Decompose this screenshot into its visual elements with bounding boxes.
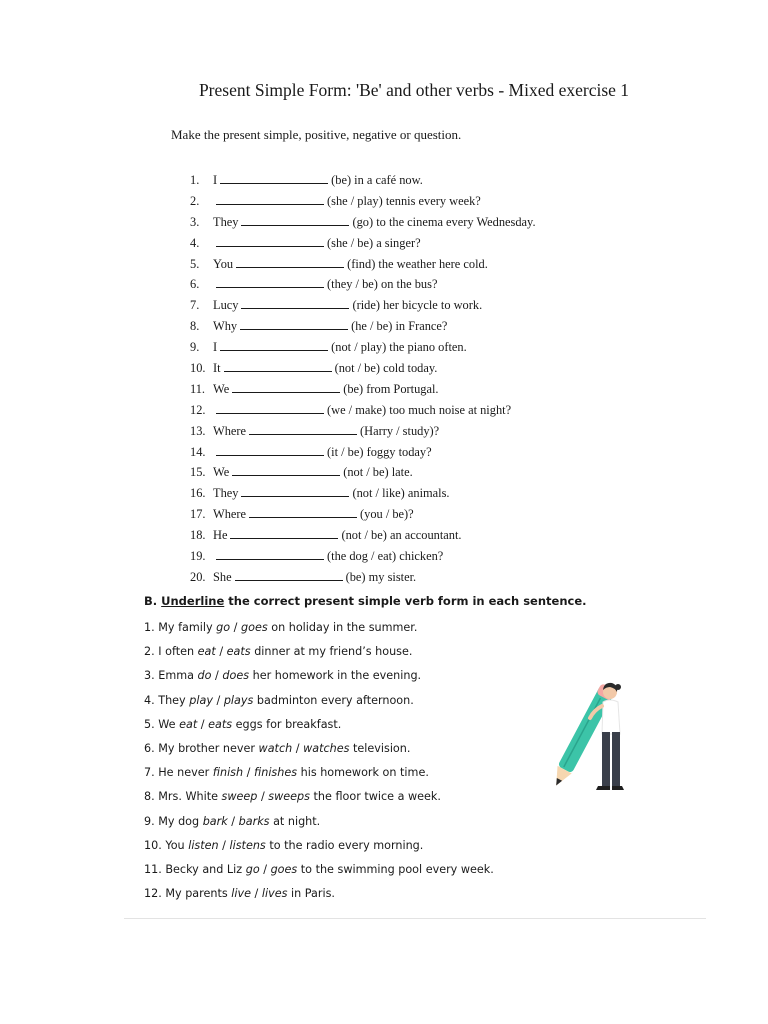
item-prompt: (it / be) foggy today? (327, 444, 432, 459)
answer-blank[interactable] (216, 548, 324, 560)
footer-divider (124, 918, 706, 919)
item-number: 1. (144, 621, 155, 634)
item-subject: Where (213, 423, 247, 438)
item-prompt: (be) from Portugal. (343, 381, 439, 396)
verb-option[interactable]: go (245, 862, 260, 876)
item-number: 19. (190, 549, 206, 564)
item-prompt: (Harry / study)? (360, 423, 440, 438)
sentence-end: the floor twice a week. (313, 790, 441, 804)
answer-blank[interactable] (236, 256, 344, 268)
item-subject: I (213, 173, 218, 187)
item-prompt: (ride) her bicycle to work. (352, 298, 483, 313)
exercise-b-item: 12. My parents live / lives in Paris. (144, 887, 335, 901)
item-number: 18. (190, 528, 206, 543)
sentence-start: He never (158, 766, 210, 780)
item-number: 7. (144, 766, 155, 780)
verb-option[interactable]: eats (208, 717, 233, 731)
item-number: 11. (144, 862, 162, 876)
item-subject: Why (213, 319, 238, 334)
item-subject: We (213, 381, 230, 396)
item-prompt: (not / like) animals. (352, 486, 450, 501)
sentence-end: television. (353, 741, 411, 755)
sentence-start: I often (158, 645, 195, 659)
exercise-a-item (190, 567, 536, 588)
verb-option[interactable]: listen (188, 838, 219, 852)
item-subject: Lucy (213, 298, 239, 313)
item-number: 13. (190, 423, 206, 438)
exercise-a-item (190, 462, 536, 483)
sentence-end: to the swimming pool every week. (300, 862, 494, 876)
exercise-b-item: 3. Emma do / does her homework in the evening. (144, 669, 422, 683)
item-number: 4. (190, 235, 200, 250)
answer-blank[interactable] (216, 402, 324, 414)
answer-blank[interactable] (230, 527, 338, 539)
sentence-end: at night. (273, 814, 321, 828)
sentence-end: eggs for breakfast. (235, 717, 342, 731)
verb-option[interactable]: does (222, 669, 250, 683)
exercise-a-item (190, 274, 536, 295)
answer-blank[interactable] (241, 485, 349, 497)
item-number: 5. (144, 717, 155, 731)
instruction: Make the present simple, positive, negative or question. (171, 127, 462, 142)
exercise-b-item: 2. I often eat / eats dinner at my friend’s house. (144, 645, 413, 659)
item-subject: They (213, 486, 239, 501)
item-subject: I (213, 340, 218, 355)
sentence-start: You (165, 838, 185, 852)
section-b-underlined: Underline (161, 594, 225, 608)
section-b-rest: the correct present simple verb form in each sentence. (228, 594, 587, 608)
item-prompt: (be) in a café now. (331, 173, 423, 187)
item-subject: Where (213, 507, 247, 522)
sentence-start: My family (158, 621, 213, 634)
section-b-prefix: B. (144, 594, 158, 608)
exercise-a-item (190, 316, 536, 337)
exercise-a-item (190, 358, 536, 379)
exercise-a-item (190, 254, 536, 275)
item-prompt: (be) my sister. (345, 569, 417, 584)
answer-blank[interactable] (241, 214, 349, 226)
exercise-a-item (190, 504, 536, 525)
sentence-start: My dog (158, 814, 200, 828)
item-number: 6. (190, 277, 200, 292)
item-number: 9. (144, 814, 155, 828)
exercise-b-item: 1. My family go / goes on holiday in the summer. (144, 621, 418, 634)
verb-option[interactable]: lives (261, 887, 288, 901)
answer-blank[interactable] (220, 172, 328, 184)
item-number: 3. (144, 669, 155, 683)
item-prompt: (she / be) a singer? (327, 235, 421, 250)
exercise-b-item: 4. They play / plays badminton every afternoon. (144, 693, 414, 707)
item-number: 7. (190, 298, 200, 313)
item-number: 20. (190, 569, 206, 584)
answer-blank[interactable] (232, 381, 340, 393)
sentence-start: We (158, 717, 176, 731)
item-number: 11. (190, 381, 206, 396)
item-number: 6. (144, 741, 155, 755)
verb-option[interactable]: go (216, 621, 231, 634)
verb-option[interactable]: watch (258, 741, 293, 755)
item-number: 12. (190, 402, 206, 417)
sentence-start: My brother never (158, 741, 255, 755)
item-number: 2. (144, 645, 155, 659)
item-prompt: (go) to the cinema every Wednesday. (352, 214, 536, 229)
exercise-a-item (190, 525, 536, 546)
answer-blank[interactable] (249, 423, 357, 435)
exercise-a-item (190, 191, 536, 212)
exercise-a-item (190, 483, 536, 504)
item-number: 3. (190, 214, 200, 229)
verb-option[interactable]: eat (197, 645, 216, 659)
exercise-a-item (190, 337, 536, 358)
sentence-end: in Paris. (291, 887, 335, 901)
item-number: 2. (190, 193, 200, 208)
verb-option[interactable]: listens (229, 838, 266, 852)
answer-blank[interactable] (216, 276, 324, 288)
answer-blank[interactable] (240, 318, 348, 330)
sentence-start: My parents (165, 887, 228, 901)
exercise-a-item (190, 379, 536, 400)
girl-with-pencil-illustration (552, 672, 632, 802)
verb-option[interactable]: finishes (254, 766, 298, 780)
sentence-start: Emma (158, 669, 194, 683)
verb-option[interactable]: bark (202, 814, 228, 828)
item-prompt: (we / make) too much noise at night? (327, 402, 512, 417)
item-number: 5. (190, 256, 200, 271)
verb-option[interactable]: eats (226, 645, 251, 659)
item-prompt: (not / be) an accountant. (341, 528, 462, 543)
item-number: 16. (190, 486, 206, 501)
item-number: 4. (144, 693, 155, 707)
girl-leg-left (602, 732, 610, 786)
girl-leg-right (612, 732, 620, 786)
item-number: 14. (190, 444, 206, 459)
verb-option[interactable]: sweeps (268, 790, 310, 804)
item-prompt: (you / be)? (360, 507, 414, 522)
item-prompt: (not / play) the piano often. (331, 340, 467, 355)
verb-option[interactable]: sweep (221, 790, 258, 804)
item-number: 8. (144, 790, 155, 804)
exercise-b-item: 9. My dog bark / barks at night. (144, 814, 321, 828)
item-prompt: (find) the weather here cold. (347, 256, 488, 271)
exercise-b-item: 6. My brother never watch / watches television. (144, 741, 411, 755)
sentence-start: Becky and Liz (165, 862, 243, 876)
sentence-end: dinner at my friend’s house. (254, 645, 413, 659)
exercise-a-list (190, 170, 536, 588)
answer-blank[interactable] (235, 569, 343, 581)
exercise-b-item: 7. He never finish / finishes his homework on time. (144, 766, 429, 780)
exercise-b-item: 5. We eat / eats eggs for breakfast. (144, 717, 342, 731)
item-number: 10. (144, 838, 162, 852)
exercise-b-item: 10. You listen / listens to the radio every morning. (144, 838, 424, 852)
exercise-b-item: 11. Becky and Liz go / goes to the swimming pool every week. (144, 862, 494, 876)
item-subject: She (213, 569, 232, 584)
item-number: 17. (190, 507, 206, 522)
item-subject: He (213, 528, 228, 543)
exercise-a-item (190, 442, 536, 463)
item-subject: They (213, 214, 239, 229)
exercise-a-item (190, 421, 536, 442)
item-prompt: (he / be) in France? (351, 319, 448, 334)
item-subject: You (213, 256, 234, 271)
exercise-b-item: 8. Mrs. White sweep / sweeps the floor twice a week. (144, 790, 441, 804)
verb-option[interactable]: barks (238, 814, 270, 828)
item-prompt: (the dog / eat) chicken? (327, 549, 444, 564)
answer-blank[interactable] (232, 464, 340, 476)
exercise-a-item (190, 170, 536, 191)
page-title: Present Simple Form: 'Be' and other verbs - Mixed exercise 1 (198, 80, 630, 100)
item-subject: We (213, 465, 230, 480)
sentence-start: Mrs. White (158, 790, 218, 804)
answer-blank[interactable] (216, 444, 324, 456)
exercise-a-item (190, 212, 536, 233)
item-number: 1. (190, 173, 200, 187)
sentence-end: her homework in the evening. (252, 669, 422, 683)
verb-option[interactable]: plays (223, 693, 254, 707)
girl-shirt (602, 700, 620, 734)
section-b-heading (144, 594, 587, 608)
item-number: 9. (190, 340, 200, 355)
answer-blank[interactable] (224, 360, 332, 372)
sentence-end: badminton every afternoon. (256, 693, 414, 707)
answer-blank[interactable] (249, 506, 357, 518)
sentence-end: on holiday in the summer. (271, 621, 418, 634)
item-subject: It (213, 361, 221, 376)
verb-option[interactable]: play (189, 693, 213, 707)
exercise-a-item (190, 400, 536, 421)
exercise-a-item (190, 295, 536, 316)
verb-option[interactable]: goes (241, 621, 268, 634)
item-number: 15. (190, 465, 206, 480)
item-number: 12. (144, 887, 162, 901)
verb-option[interactable]: do (197, 669, 212, 683)
item-number: 10. (190, 361, 206, 376)
item-prompt: (not / be) cold today. (334, 361, 438, 376)
verb-option[interactable]: goes (270, 862, 298, 876)
sentence-end: to the radio every morning. (269, 838, 424, 852)
sentence-end: his homework on time. (300, 766, 429, 780)
answer-blank[interactable] (216, 193, 324, 205)
sentence-start: They (158, 693, 186, 707)
item-prompt: (they / be) on the bus? (327, 277, 438, 292)
item-number: 8. (190, 319, 200, 334)
exercise-b-list (144, 616, 494, 906)
answer-blank[interactable] (220, 339, 328, 351)
item-prompt: (not / be) late. (343, 465, 413, 480)
verb-option[interactable]: watches (303, 741, 350, 755)
item-prompt: (she / play) tennis every week? (327, 193, 481, 208)
verb-option[interactable]: live (231, 887, 251, 901)
exercise-a-item (190, 546, 536, 567)
answer-blank[interactable] (216, 235, 324, 247)
exercise-a-item (190, 233, 536, 254)
answer-blank[interactable] (241, 297, 349, 309)
verb-option[interactable]: eat (179, 717, 198, 731)
verb-option[interactable]: finish (212, 766, 244, 780)
